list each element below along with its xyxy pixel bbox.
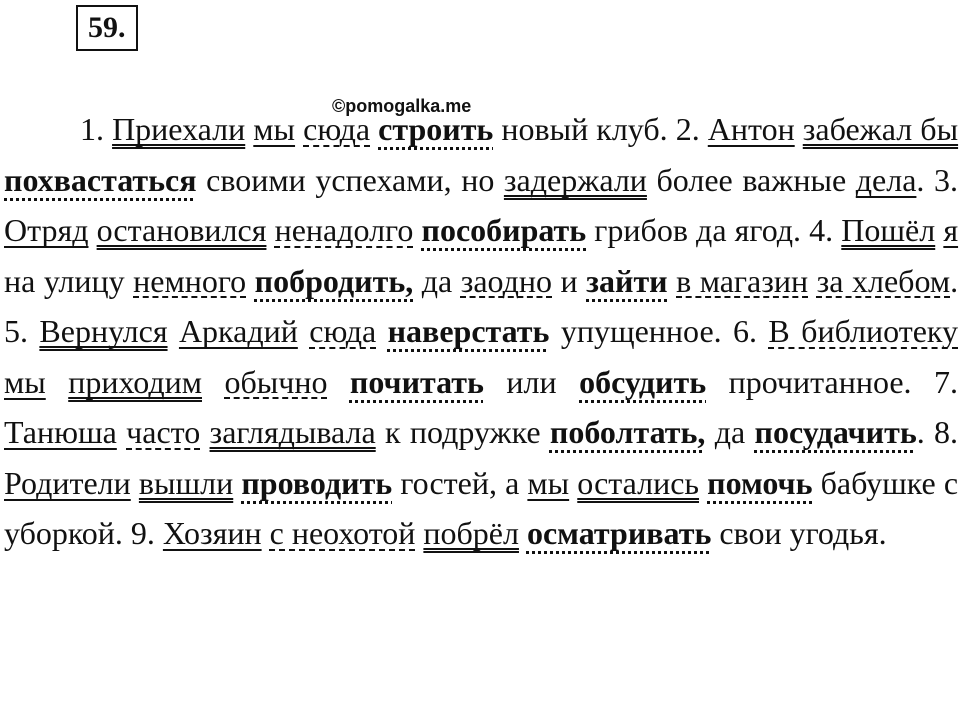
purpose-word: помочь	[707, 464, 813, 501]
adverbial-word: обычно	[224, 363, 328, 400]
adverbial-word: часто	[126, 414, 201, 450]
subject-word: мы	[527, 464, 570, 501]
exercise-number: 59.	[76, 5, 138, 51]
subject-word: Хозяин	[162, 515, 262, 551]
adverbial-word: в магазин	[676, 262, 809, 299]
predicate-word: забежал бы	[802, 111, 959, 147]
purpose-word: поболтать,	[549, 414, 706, 450]
purpose-word: посудачить	[754, 414, 917, 450]
subject-word: Антон	[707, 111, 795, 147]
adverbial-word: с неохотой	[269, 515, 416, 551]
purpose-word: зайти	[586, 262, 668, 299]
purpose-word: почитать	[349, 363, 484, 400]
adverbial-word: В библиотеку	[768, 313, 958, 349]
subject-word: мы	[253, 111, 296, 147]
subject-word: дела	[855, 161, 917, 198]
predicate-word: вышли	[138, 464, 234, 501]
purpose-word: осматривать	[526, 515, 712, 551]
adverbial-word: заодно	[460, 262, 553, 299]
purpose-word: обсудить	[579, 363, 707, 400]
adverbial-word: немного	[133, 262, 247, 299]
purpose-word: наверстать	[387, 313, 550, 349]
subject-word: Танюша	[4, 414, 117, 450]
purpose-word: проводить	[241, 464, 393, 501]
predicate-word: приходим	[68, 363, 202, 400]
adverbial-word: за хлебом	[816, 262, 951, 299]
subject-word: я	[943, 212, 959, 248]
adverbial-word: ненадолго	[274, 212, 414, 248]
predicate-word: остановился	[96, 212, 267, 248]
adverbial-word: сюда	[309, 313, 377, 349]
subject-word: Отряд	[4, 212, 89, 248]
exercise-text: 1. Приехали мы сюда строить новый клуб. 2. Антон забежал бы похвастаться своими успехами, но задержали более важные дела. 3. Отряд остановился ненадолго пособирать грибов да ягод. 4. Пошёл я на улицу немного побродить, да заодно и зайти в магазин за хлебом. 5. Вернулся Аркадий сюда наверстать упущенное. 6. В библиотеку мы приходим обычно почитать или обсудить прочитанное. 7. Танюша часто заглядывала к подружке поболтать, да посудачить. 8. Родители вышли проводить гостей, а мы остались помочь бабушке с уборкой. 9. Хозяин с неохотой побрёл осматривать свои угодья.	[4, 111, 959, 551]
predicate-word: Вернулся	[39, 313, 168, 349]
watermark: ©pomogalka.me	[332, 96, 472, 116]
subject-word: Аркадий	[178, 313, 298, 349]
predicate-word: заглядывала	[209, 414, 376, 450]
purpose-word: строить	[378, 111, 494, 147]
predicate-word: Пошёл	[841, 212, 936, 248]
predicate-word: задержали	[503, 161, 647, 198]
adverbial-word: сюда	[303, 111, 371, 147]
purpose-word: пособирать	[421, 212, 587, 248]
predicate-word: остались	[577, 464, 700, 501]
purpose-word: побродить,	[254, 262, 414, 299]
predicate-word: Приехали	[112, 111, 246, 147]
subject-word: Родители	[4, 464, 131, 501]
predicate-word: побрёл	[423, 515, 519, 551]
subject-word: мы	[4, 363, 46, 400]
purpose-word: похвастаться	[4, 161, 197, 198]
